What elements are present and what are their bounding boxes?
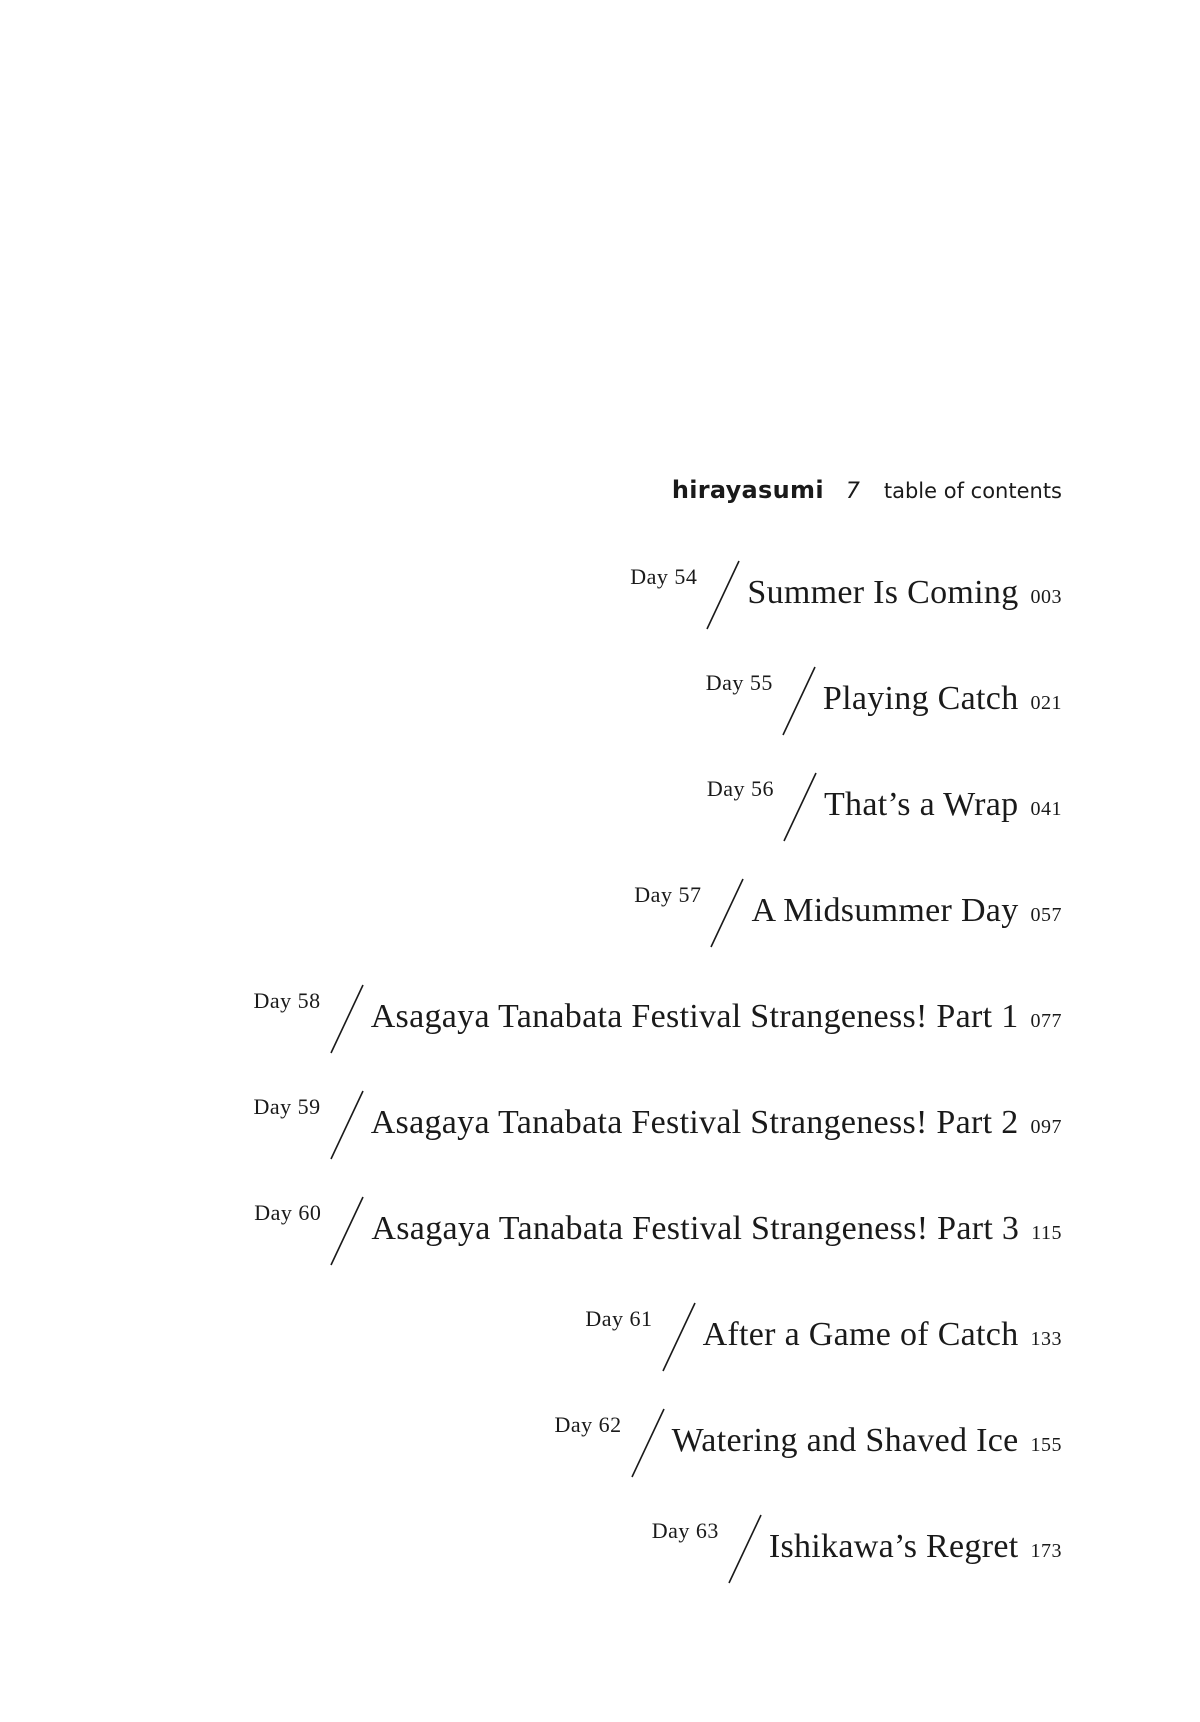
chapter-page: 133 [1030, 1328, 1062, 1350]
chapter-page: 021 [1030, 692, 1062, 714]
chapter-page: 155 [1030, 1434, 1062, 1456]
chapter-page: 077 [1030, 1010, 1062, 1032]
chapter-day: Day 63 [651, 1518, 719, 1543]
chapter-page: 003 [1030, 586, 1062, 608]
chapter-page: 057 [1030, 904, 1062, 926]
slash-divider [630, 1408, 666, 1478]
chapter-day: Day 54 [630, 564, 698, 589]
chapter-entry[interactable] [254, 984, 1062, 1090]
toc-label: table of contents [883, 479, 1062, 503]
chapter-entry[interactable] [254, 1408, 1062, 1514]
chapter-day: Day 57 [634, 882, 702, 907]
series-title: hirayasumi [671, 476, 824, 504]
chapter-title: A Midsummer Day [751, 892, 1019, 929]
slash-divider [329, 1196, 365, 1266]
chapter-day: Day 60 [254, 1200, 322, 1225]
chapter-entry[interactable] [254, 1302, 1062, 1408]
chapter-list [254, 560, 1062, 1620]
chapter-day: Day 62 [554, 1412, 622, 1437]
chapter-entry[interactable] [254, 1196, 1062, 1302]
chapter-entry[interactable] [254, 1514, 1062, 1620]
toc-header [672, 476, 1062, 504]
chapter-page: 115 [1031, 1222, 1062, 1244]
slash-divider [727, 1514, 763, 1584]
chapter-entry[interactable] [254, 878, 1062, 984]
chapter-title: Asagaya Tanabata Festival Strangeness! Part 1 [370, 998, 1019, 1035]
chapter-entry[interactable] [254, 772, 1062, 878]
slash-divider [781, 666, 817, 736]
chapter-entry[interactable] [254, 1090, 1062, 1196]
slash-divider [782, 772, 818, 842]
chapter-title: Ishikawa’s Regret [768, 1528, 1019, 1565]
chapter-title: Playing Catch [822, 680, 1019, 717]
chapter-page: 173 [1030, 1540, 1062, 1562]
chapter-entry[interactable] [254, 560, 1062, 666]
slash-divider [329, 1090, 365, 1160]
chapter-title: Asagaya Tanabata Festival Strangeness! Part 3 [371, 1210, 1020, 1247]
slash-divider [705, 560, 741, 630]
chapter-day: Day 58 [253, 988, 321, 1013]
slash-divider [661, 1302, 697, 1372]
slash-divider [329, 984, 365, 1054]
chapter-day: Day 55 [705, 670, 773, 695]
chapter-day: Day 61 [585, 1306, 653, 1331]
chapter-day: Day 56 [706, 776, 774, 801]
slash-divider [709, 878, 745, 948]
chapter-title: That’s a Wrap [823, 786, 1019, 823]
chapter-title: After a Game of Catch [702, 1316, 1019, 1353]
chapter-title: Watering and Shaved Ice [671, 1422, 1019, 1459]
chapter-page: 041 [1030, 798, 1062, 820]
chapter-title: Asagaya Tanabata Festival Strangeness! Part 2 [370, 1104, 1019, 1141]
chapter-page: 097 [1030, 1116, 1062, 1138]
chapter-day: Day 59 [253, 1094, 321, 1119]
chapter-title: Summer Is Coming [747, 574, 1019, 611]
volume-number: 7 [845, 479, 860, 504]
chapter-entry[interactable] [254, 666, 1062, 772]
